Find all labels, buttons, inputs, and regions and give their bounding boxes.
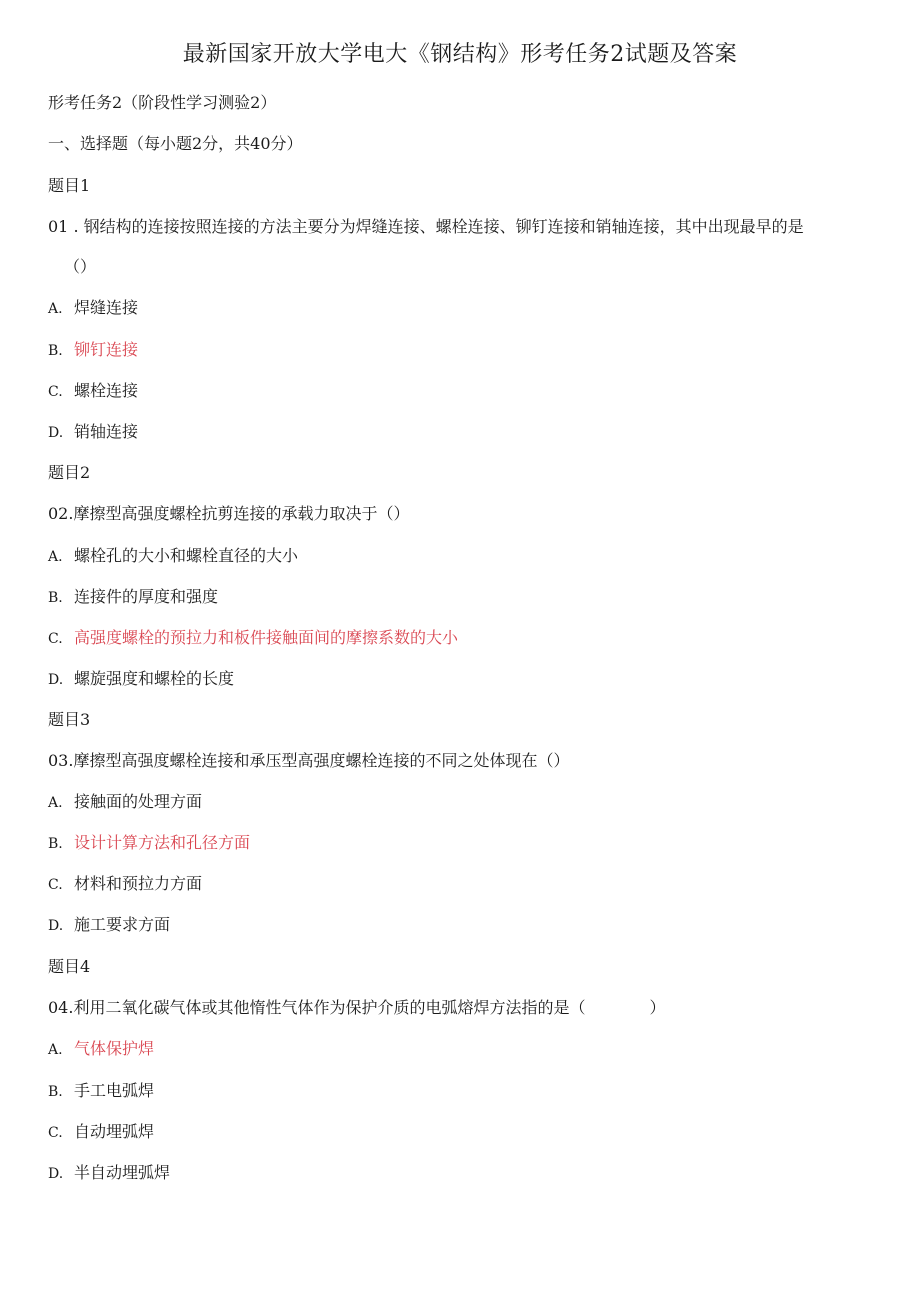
option-c — [48, 1121, 154, 1144]
option-letter: C. — [48, 877, 63, 893]
option-a — [48, 791, 202, 814]
option-text: 材料和预拉力方面 — [74, 874, 203, 893]
question-stem: 03.摩擦型高强度螺栓连接和承压型高强度螺栓连接的不同之处体现在（） — [48, 751, 570, 770]
document-subtitle: 形考任务2（阶段性学习测验2） — [48, 93, 277, 112]
question-stem: 02.摩擦型高强度螺栓抗剪连接的承载力取决于（） — [48, 504, 410, 523]
option-text: 半自动埋弧焊 — [74, 1163, 171, 1182]
option-text-answer: 高强度螺栓的预拉力和板件接触面间的摩擦系数的大小 — [74, 628, 459, 647]
question-stem: 01 . 钢结构的连接按照连接的方法主要分为焊缝连接、螺栓连接、铆钉连接和销轴连接，其中出现最早的是 — [48, 217, 804, 236]
option-c-correct — [48, 627, 458, 650]
question-label: 题目3 — [48, 710, 91, 729]
document-title: 最新国家开放大学电大《钢结构》形考任务2试题及答案 — [182, 42, 738, 67]
option-text: 焊缝连接 — [74, 298, 139, 317]
option-letter: B. — [48, 343, 63, 359]
option-letter: C. — [48, 384, 63, 400]
option-d — [48, 421, 138, 444]
option-text-answer: 铆钉连接 — [74, 340, 139, 359]
question-stem-continued: （） — [64, 257, 97, 276]
option-letter: A. — [48, 549, 63, 565]
option-letter: D. — [48, 918, 64, 934]
option-letter: C. — [48, 631, 63, 647]
option-text-answer: 设计计算方法和孔径方面 — [74, 833, 251, 852]
option-letter: A. — [48, 1042, 63, 1058]
option-b — [48, 1080, 154, 1103]
option-text: 螺旋强度和螺栓的长度 — [74, 669, 235, 688]
option-text: 施工要求方面 — [74, 915, 171, 934]
option-letter: A. — [48, 795, 63, 811]
section-heading: 一、选择题（每小题2分，共40分） — [48, 134, 303, 153]
option-c — [48, 380, 138, 403]
option-text: 螺栓孔的大小和螺栓直径的大小 — [74, 546, 299, 565]
option-d — [48, 914, 170, 937]
option-letter: B. — [48, 590, 63, 606]
option-b-correct — [48, 832, 250, 855]
option-letter: C. — [48, 1125, 63, 1141]
option-letter: D. — [48, 425, 64, 441]
option-letter: B. — [48, 836, 63, 852]
option-text: 螺栓连接 — [74, 381, 139, 400]
question-label: 题目2 — [48, 463, 91, 482]
option-letter: B. — [48, 1084, 63, 1100]
question-label: 题目4 — [48, 957, 91, 976]
option-c — [48, 873, 202, 896]
question-stem: 04.利用二氧化碳气体或其他惰性气体作为保护介质的电弧熔焊方法指的是（ ） — [48, 998, 666, 1017]
option-text: 销轴连接 — [74, 422, 139, 441]
option-text: 接触面的处理方面 — [74, 792, 203, 811]
option-letter: A. — [48, 301, 63, 317]
question-label: 题目1 — [48, 176, 91, 195]
option-letter: D. — [48, 672, 64, 688]
option-b — [48, 586, 218, 609]
option-text: 自动埋弧焊 — [74, 1122, 155, 1141]
option-a-correct — [48, 1038, 154, 1061]
option-letter: D. — [48, 1166, 64, 1182]
option-text: 连接件的厚度和强度 — [74, 587, 219, 606]
option-d — [48, 1162, 170, 1185]
option-a — [48, 545, 298, 568]
option-b-correct — [48, 339, 138, 362]
option-text: 手工电弧焊 — [74, 1081, 155, 1100]
option-text-answer: 气体保护焊 — [74, 1039, 155, 1058]
option-a — [48, 297, 138, 320]
option-d — [48, 668, 234, 691]
